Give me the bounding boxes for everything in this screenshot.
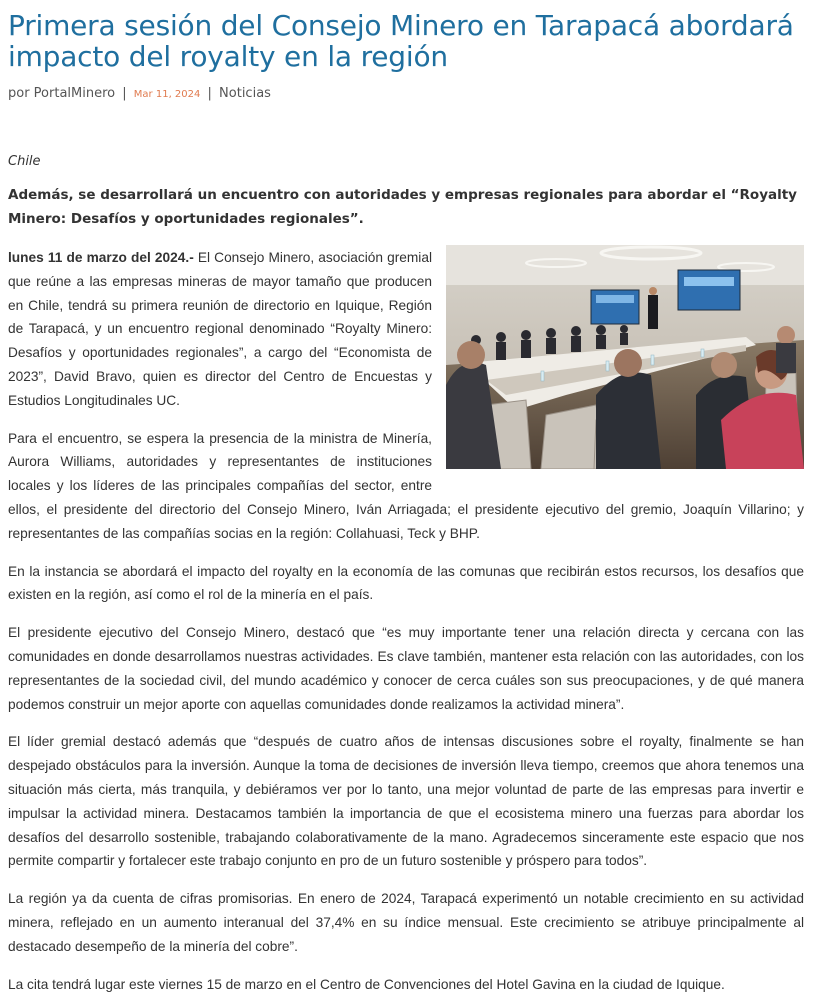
meta-separator: | xyxy=(122,86,127,101)
paragraph-7: La cita tendrá lugar este viernes 15 de marzo en el Centro de Convenciones del Hotel Gavina en la ciudad de Iquique. xyxy=(8,976,725,992)
category-link[interactable]: Noticias xyxy=(219,86,271,101)
paragraph-2: Para el encuentro, se espera la presencia de la ministra de Minería, Aurora Williams, autoridades y representantes de instituciones locales y los líderes de las principales compañías del sector, entre ellos, el presidente del directorio del Consejo Minero, Iván Arriagada; el presidente ejecutivo del gremio, Joaquín Villarino; y representantes de las compañías socias en la región: Collahuasi, Teck y BHP. xyxy=(8,430,804,541)
dateline: lunes 11 de marzo del 2024.- xyxy=(8,250,194,265)
paragraph-6: La región ya da cuenta de cifras promisorias. En enero de 2024, Tarapacá experimentó un notable crecimiento en su actividad minera, reflejado en un aumento interanual del 37,4% en su índice mensual. Este crecimiento se atribuye principalmente al destacado desempeño de la minería del cobre”. xyxy=(8,891,804,954)
meta-separator: | xyxy=(207,86,212,101)
paragraph-3: En la instancia se abordará el impacto del royalty en la economía de las comunas que recibirán estos recursos, los desafíos que existen en la región, así como el rol de la minería en el país. xyxy=(8,563,804,603)
publish-date: Mar 11, 2024 xyxy=(133,89,201,100)
paragraph-1-text: El Consejo Minero, asociación gremial que reúne a las empresas mineras de mayor tamaño que producen en Chile, tendrá su primera reunión de directorio en Iquique, Región de Tarapacá, y un encuentro regional denominado “Royalty Minero: Desafíos y oportunidades regionales”, a cargo del “Economista de 2023”, David Bravo, quien es director del Centro de Encuestas y Estudios Longitudinales UC. xyxy=(8,250,432,408)
author-link[interactable]: por PortalMinero xyxy=(8,86,116,101)
article xyxy=(8,10,804,996)
paragraph-5: El líder gremial destacó además que “después de cuatro años de intensas discusiones sobre el royalty, finalmente se han despejado obstáculos para la inversión. Aunque la toma de decisiones de inversión lleva tiempo, creemos que ahora tenemos una situación más cierta, más tranquila, y debiéramos ver por lo tanto, una mejor voluntad de parte de las empresas para invertir e impulsar la actividad minera. Destacamos también la importancia de que el ecosistema minero una fuerzas para abordar los desafíos del desarrollo sostenible, trabajando colaborativamente de la mano. Agradecemos sinceramente este espacio que nos permite compartir y fortalecer este trabajo conjunto en pro de un futuro sostenible y próspero para todos”. xyxy=(8,734,804,869)
article-title: Primera sesión del Consejo Minero en Tarapacá abordará impacto del royalty en la región xyxy=(8,9,794,73)
article-lead: Además, se desarrollará un encuentro con autoridades y empresas regionales para abordar el “Royalty Minero: Desafíos y oportunidades regionales”. xyxy=(8,187,797,227)
country-label: Chile xyxy=(8,154,41,169)
paragraph-4: El presidente ejecutivo del Consejo Minero, destacó que “es muy importante tener una relación directa y cercana con las comunidades en donde desarrollamos nuestras actividades. Es clave también, mantener esta relación con las autoridades, con los representantes de la sociedad civil, del mundo académico y conocer de cerca cuáles son sus preocupaciones, y de qué manera podemos construir un mejor aporte con aquellas comunidades donde realizamos la actividad minera”. xyxy=(8,625,804,712)
article-meta xyxy=(8,86,804,106)
article-photo xyxy=(446,245,804,469)
